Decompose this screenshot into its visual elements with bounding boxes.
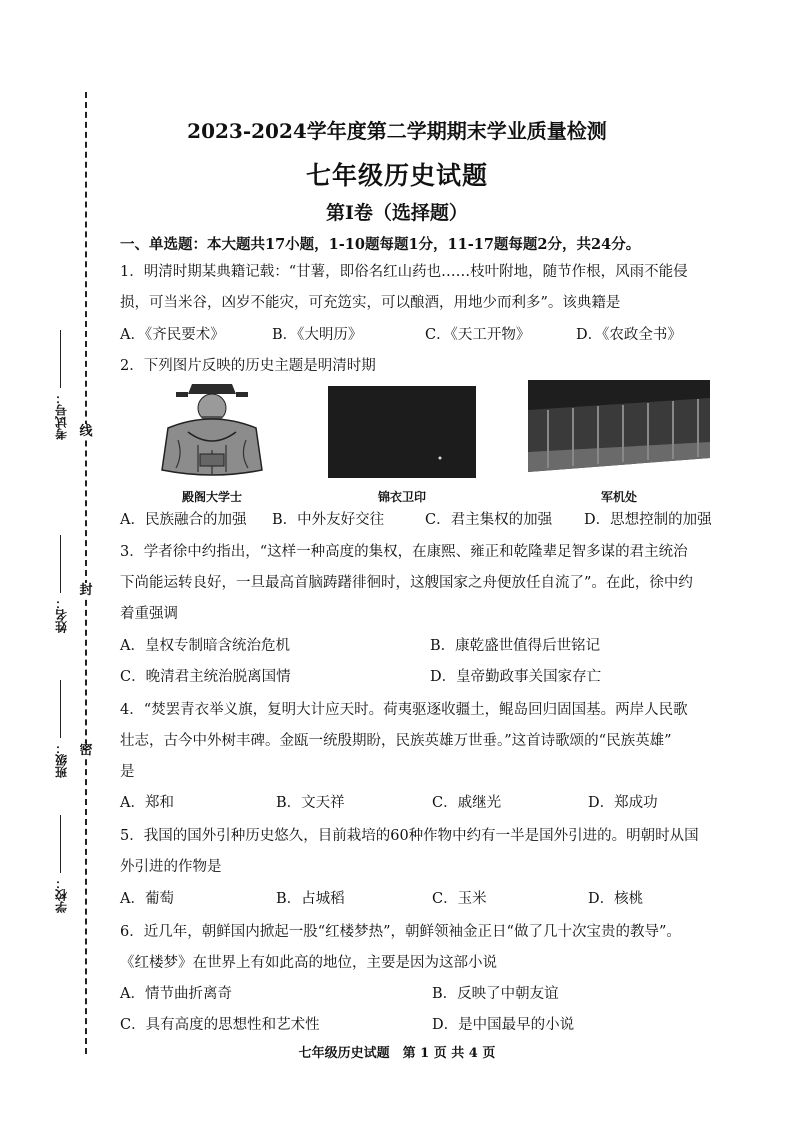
q4-option-a: A．郑和 [120,795,174,811]
q1-stem-line2: 损，可当米谷，凶岁不能灾，可充笾实，可以酿酒，用地少而利多”。该典籍是 [120,295,621,311]
binding-word-feng: 封 [79,583,93,598]
q6-option-d: D．是中国最早的小说 [432,1017,575,1033]
q4-stem-line3: 是 [120,764,135,780]
q6-option-a: A．情节曲折离奇 [120,986,232,1002]
q5-option-d: D．核桃 [588,891,644,907]
class-blank [61,680,62,738]
q1-stem-line1: 1．明清时期某典籍记载：“甘薯，即俗名红山药也……枝叶附地，随节作根，风雨不能侵 [120,264,688,280]
q4-option-b: B．文天祥 [276,795,345,811]
q5-option-b: B．占城稻 [276,891,345,907]
binding-dashed-line [85,92,87,1054]
instructions: 一、单选题：本大题共17小题，1-10题每题1分，11-17题每题2分，共24分。 [120,236,641,253]
seal-image [328,386,476,478]
q5-option-c: C．玉米 [432,891,487,907]
q3-option-a: A．皇权专制暗含统治危机 [120,638,290,654]
name-blank [61,535,62,593]
class-label: 班级： [54,742,69,778]
q3-stem-line1: 3．学者徐中约指出，“这样一种高度的集权，在康熙、雍正和乾隆辈足智多谋的君主统治 [120,544,688,560]
section-title: 第Ⅰ卷（选择题） [326,202,468,224]
q3-option-d: D．皇帝勤政事关国家存亡 [430,669,602,685]
figure-caption-2: 锦衣卫印 [377,490,426,504]
q1-option-c: C．《天工开物》 [425,327,531,343]
binding-word-mi: 密 [79,743,93,758]
figure-caption-1: 殿阁大学士 [181,490,242,504]
q3-stem-line3: 着重强调 [120,606,178,622]
q4-stem-line2: 壮志，古今中外树丰碑。金瓯一统殷期盼，民族英雄万世垂。”这首诗歌颂的“民族英雄” [120,733,672,749]
exam-number-label: 考试号： [54,392,69,440]
q1-option-a: A．《齐民要术》 [120,327,225,343]
q6-option-b: B．反映了中朝友谊 [432,986,559,1002]
q5-option-a: A．葡萄 [120,891,174,907]
q3-option-b: B．康乾盛世值得后世铭记 [430,638,601,654]
q6-stem-line1: 6．近几年，朝鲜国内掀起一股“红楼梦热”，朝鲜领袖金正日“做了几十次宝贵的教导”。 [120,924,681,940]
q1-option-d: D．《农政全书》 [576,327,682,343]
name-field [50,535,72,633]
figure-grand-council [528,380,710,505]
q6-option-c: C．具有高度的思想性和艺术性 [120,1017,320,1033]
exam-subtitle: 七年级历史试题 [305,161,488,190]
q2-option-d: D．思想控制的加强 [584,512,712,528]
class-field [50,680,72,778]
q1-option-b: B．《大明历》 [272,327,363,343]
school-field [50,815,72,913]
q5-stem-line2: 外引进的作物是 [120,859,222,875]
school-label: 学校： [54,877,69,913]
q5-stem-line1: 5．我国的国外引种历史悠久，目前栽培的60种作物中约有一半是国外引进的。明朝时从国 [120,828,699,844]
q3-option-c: C．晚清君主统治脱离国情 [120,669,291,685]
figure-caption-3: 军机处 [600,490,637,504]
figure-seal [328,386,476,511]
exam-number-blank [61,330,62,388]
school-blank [61,815,62,873]
exam-number-field [50,330,72,440]
name-label: 姓名： [54,597,69,633]
figure-grand-secretary [148,380,276,505]
q2-option-a: A．民族融合的加强 [120,512,247,528]
q2-option-c: C．君主集权的加强 [425,512,553,528]
page-footer: 七年级历史试题 第 1 页 共 4 页 [298,1046,496,1061]
q4-option-d: D．郑成功 [588,795,658,811]
binding-word-xian: 线 [79,424,93,439]
q3-stem-line2: 下尚能运转良好，一旦最高首脑踌躇徘徊时，这艘国家之舟便放任自流了”。在此，徐中约 [120,575,693,591]
q2-option-b: B．中外友好交往 [272,512,385,528]
exam-title: 2023-2024学年度第二学期期末学业质量检测 [187,119,607,143]
q2-stem: 2．下列图片反映的历史主题是明清时期 [120,358,376,374]
q4-stem-line1: 4．“焚罢青衣举义旗，复明大计应天时。荷夷驱逐收疆土，鲲岛回归固国基。两岸人民歌 [120,702,688,718]
building-image [528,380,710,472]
q6-stem-line2: 《红楼梦》在世界上有如此高的地位，主要是因为这部小说 [120,955,497,971]
q4-option-c: C．戚继光 [432,795,502,811]
official-portrait-image [148,380,276,480]
